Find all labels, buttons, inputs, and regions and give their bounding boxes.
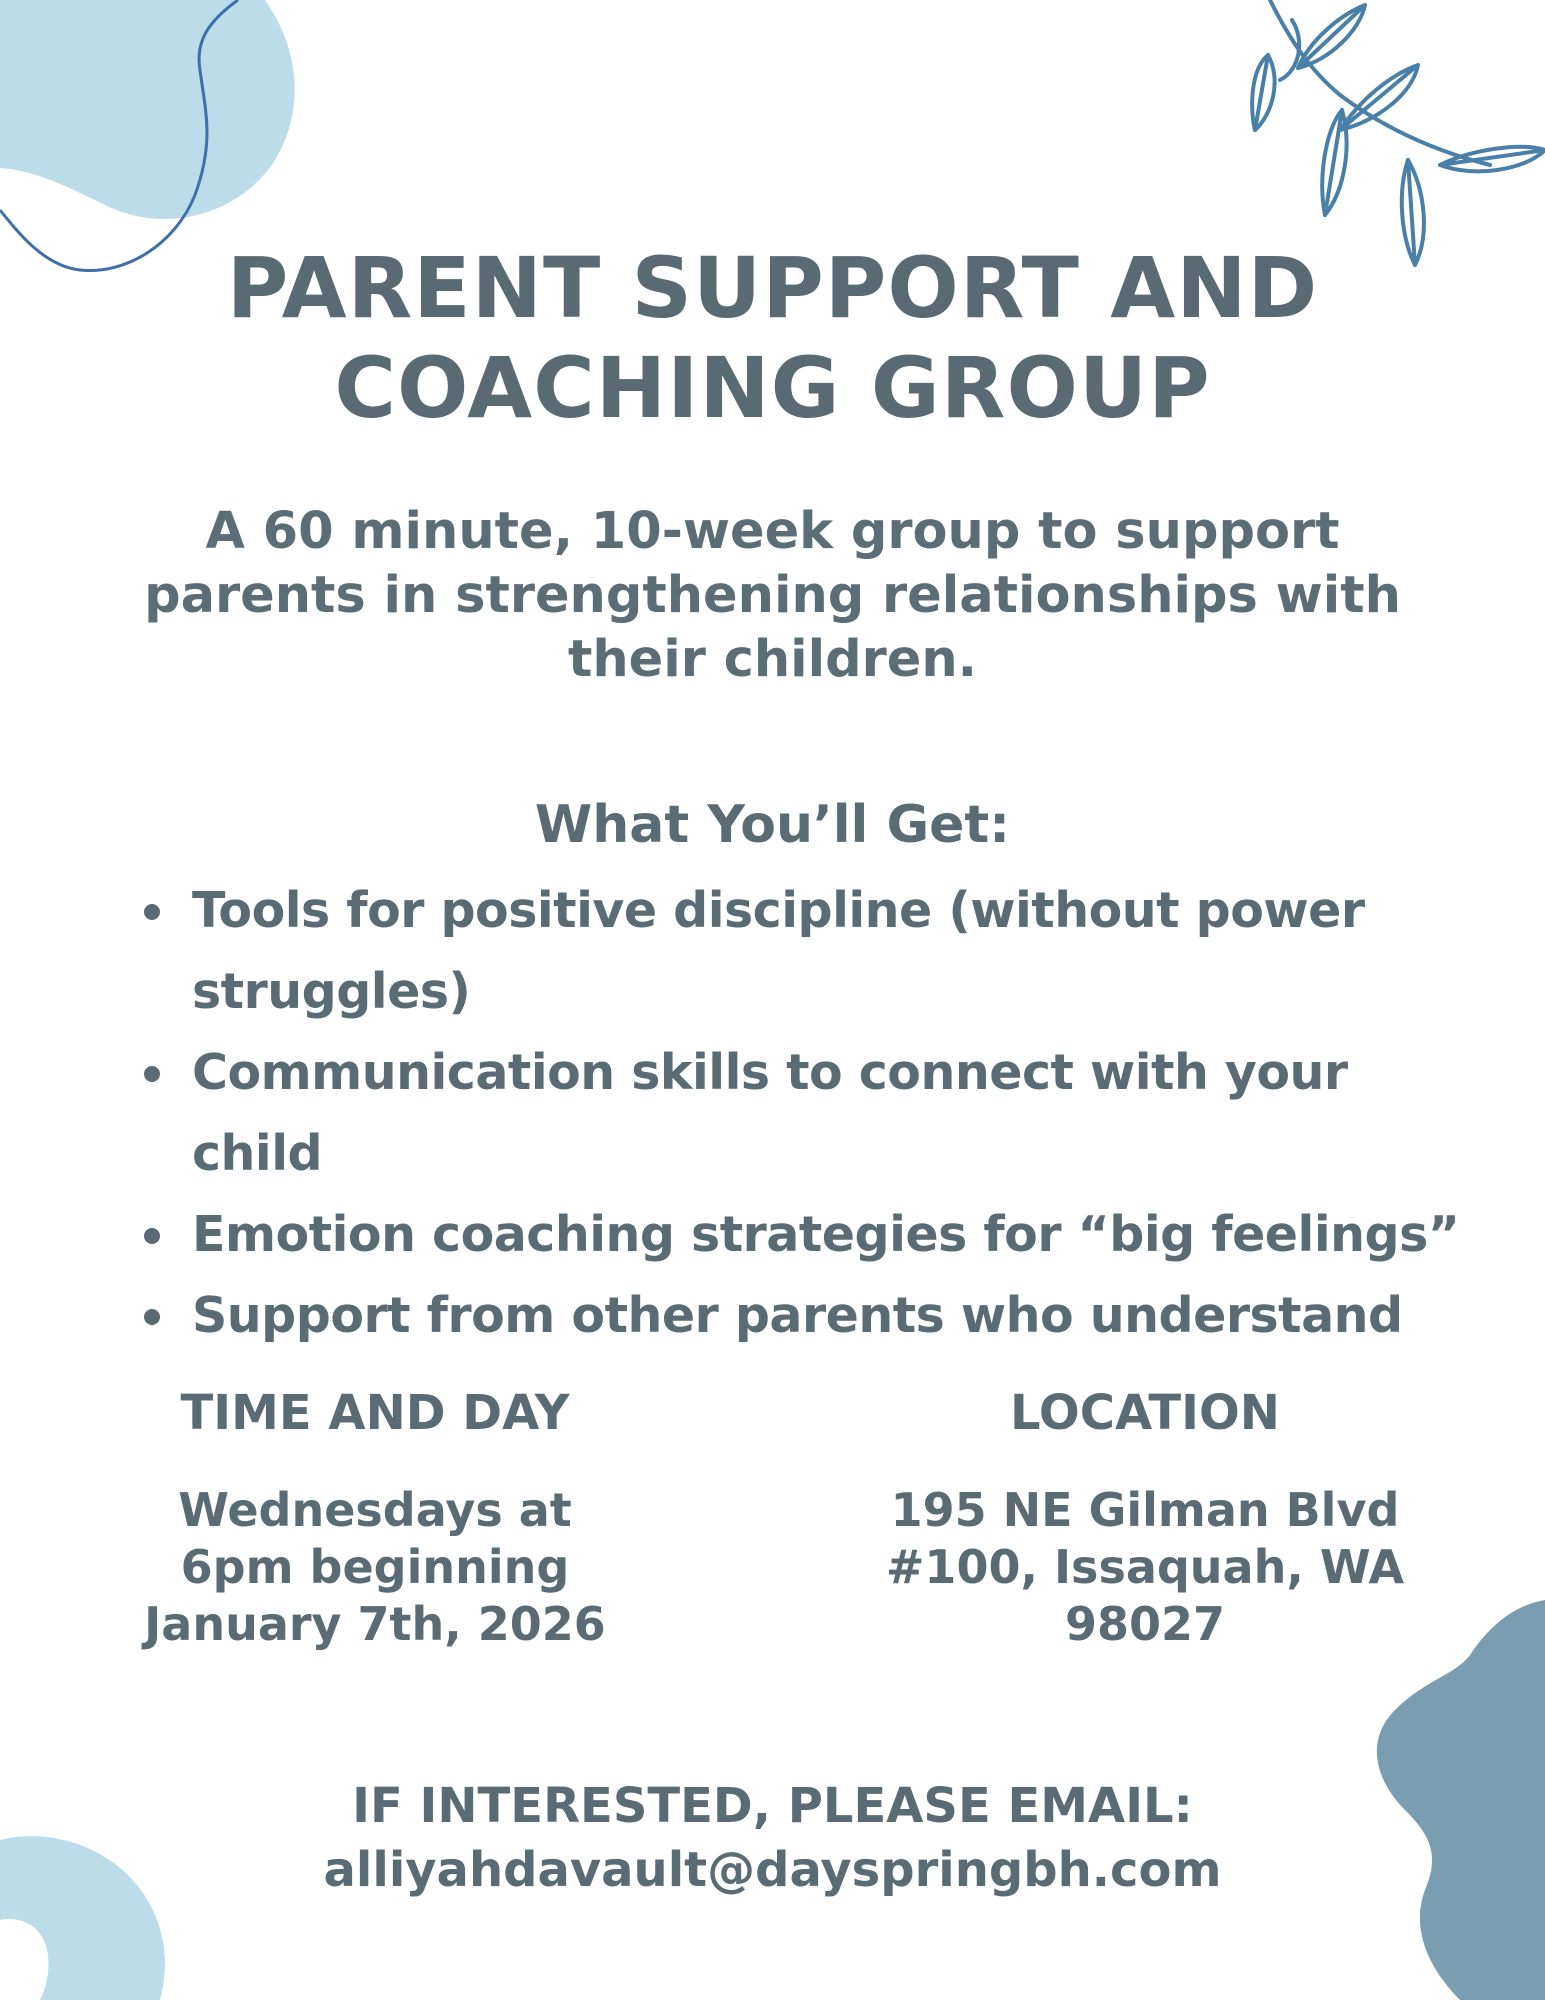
benefit-item bbox=[140, 870, 1470, 1032]
benefit-text: Tools for positive discipline (without power struggles) bbox=[192, 882, 1365, 1020]
benefits-list bbox=[140, 870, 1470, 1356]
schedule-details bbox=[110, 1482, 640, 1653]
schedule-heading: TIME AND DAY bbox=[180, 1385, 570, 1441]
contact-email[interactable]: alliyahdavault@dayspringbh.com bbox=[323, 1842, 1222, 1898]
bullet-icon bbox=[144, 904, 160, 920]
address-line: 98027 bbox=[1064, 1597, 1226, 1651]
benefit-item bbox=[140, 1275, 1470, 1356]
schedule-section bbox=[110, 1380, 640, 1653]
group-description: A 60 minute, 10-week group to support parents in strengthening relationships with their children. bbox=[144, 502, 1401, 689]
benefit-text: Emotion coaching strategies for “big feelings” bbox=[192, 1206, 1460, 1263]
benefit-text: Communication skills to connect with your child bbox=[192, 1044, 1348, 1182]
benefit-text: Support from other parents who understand bbox=[192, 1287, 1403, 1344]
location-heading: LOCATION bbox=[1010, 1385, 1280, 1441]
title-line-1: PARENT SUPPORT AND bbox=[226, 239, 1319, 337]
page-title bbox=[0, 238, 1545, 438]
bullet-icon bbox=[144, 1066, 160, 1082]
title-line-2: COACHING GROUP bbox=[334, 339, 1211, 437]
bullet-icon bbox=[144, 1228, 160, 1244]
benefit-item bbox=[140, 1194, 1470, 1275]
address-line: 195 NE Gilman Blvd bbox=[890, 1483, 1400, 1537]
address-line: #100, Issaquah, WA bbox=[885, 1540, 1405, 1594]
location-address bbox=[830, 1482, 1460, 1653]
location-section bbox=[830, 1380, 1460, 1653]
schedule-line: 6pm beginning bbox=[180, 1540, 570, 1594]
schedule-line: January 7th, 2026 bbox=[144, 1597, 606, 1651]
contact-heading: IF INTERESTED, PLEASE EMAIL: bbox=[352, 1778, 1193, 1834]
schedule-line: Wednesdays at bbox=[178, 1483, 572, 1537]
bullet-icon bbox=[144, 1309, 160, 1325]
benefits-heading: What You’ll Get: bbox=[534, 795, 1011, 855]
contact-section bbox=[0, 1774, 1545, 1902]
benefit-item bbox=[140, 1032, 1470, 1194]
